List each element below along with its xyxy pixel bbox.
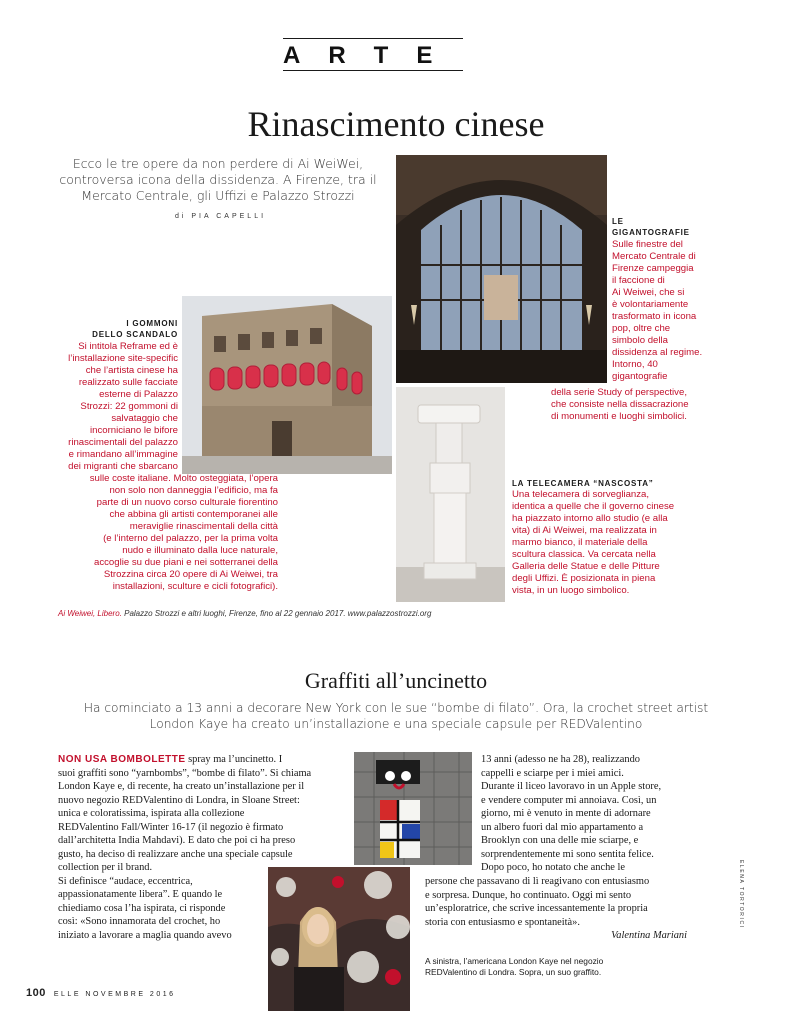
article2-intro-line: London Kaye ha creato un’installazione e una speciale capsule per REDValentino (149, 717, 643, 731)
graffiti-photo (354, 752, 472, 865)
telecamera-line: Galleria delle Statue e delle Pitture (512, 561, 660, 572)
credit-work-title: Ai Weiwei, Libero. (58, 609, 122, 618)
gommoni-line: Si intitola Reframe ed è (78, 341, 178, 352)
article-intro: Ecco le tre opere da non perdere di Ai WeiWei, controversa icona della dissidenza. A Firenze, tra il Mercato Centrale, gli Uffizi e Palazzo Strozzi (59, 156, 377, 203)
article2-line: sorprendentemente mi sono sentita felice. (481, 848, 654, 860)
gommoni-line: Strozzina circa 20 opere di Ai Weiwei, tra (103, 569, 278, 580)
section-title: ARTE (283, 42, 461, 69)
article2-line: unica e coloratissima, ispirata alla collezione (58, 808, 245, 819)
gommoni-heading-line1: I GOMMONI (126, 319, 178, 328)
page-footer (26, 987, 176, 999)
gigantografie-heading (612, 216, 722, 238)
gommoni-line: parte di un nuovo corso culturale fiorentino (96, 497, 278, 508)
gigantografie-line: di monumenti e luoghi simbolici. (551, 411, 687, 422)
gommoni-line: installazioni, sculture e cicli fotografici). (112, 581, 278, 592)
article2-line: un’esploratrice, che scrive incessantemente la propria (425, 903, 648, 914)
mercato-centrale-photo (396, 155, 607, 383)
header-bottom-rule (283, 70, 463, 71)
article2-column2-lower (425, 875, 715, 943)
gigantografie-line: pop, oltre che (612, 323, 671, 334)
article2-title: Graffiti all’uncinetto (304, 668, 488, 693)
article2-lead-rest: spray ma l’uncinetto. I (185, 754, 283, 765)
gigantografie-line: dissidenza al regime. (612, 347, 703, 358)
telecamera-line: Una telecamera di sorveglianza, (512, 489, 650, 500)
gigantografie-line: Intorno, 40 (612, 359, 658, 370)
article2-line: persone che passavano di lì reagivano con entusiasmo (425, 876, 650, 887)
gigantografie-line: della serie Study of perspective, (551, 387, 687, 398)
article2-line: storia con entusiasmo e spontaneità». (425, 916, 580, 928)
article2-caption-line: A sinistra, l’americana London Kaye nel negozio (425, 956, 604, 966)
gommoni-text (40, 341, 278, 593)
gigantografie-line: Mercato Centrale di (612, 251, 696, 262)
byline: di PIA CAPELLI (175, 213, 267, 220)
article2-line: iniziato a lavorare a maglia quando avevo (58, 929, 232, 941)
gommoni-line: (e l’interno del palazzo, per la prima volta (103, 533, 278, 544)
article2-caption-line: REDValentino di Londra. Sopra, un suo graffito. (425, 967, 602, 977)
article2-intro (40, 700, 752, 732)
telecamera-line: marmo bianco, il materiale della (512, 537, 648, 548)
article2-line: così: «Sono innamorata del crochet, ho (58, 916, 221, 927)
gigantografie-text (612, 239, 732, 383)
gommoni-line: accoglie su due piani e nei sotterranei della (93, 557, 278, 568)
article2-line: e sorpresa. Dunque, ho continuato. Oggi mi sento (425, 889, 632, 901)
gigantografie-line: Firenze campeggia (612, 263, 694, 274)
article2-line: collection per il brand. (58, 862, 153, 873)
gommoni-line: e rimandano all’immagine (68, 449, 178, 460)
article2-column1 (58, 753, 348, 942)
telecamera-line: scultura classica. Va cercata nella (512, 549, 656, 560)
telecamera-line: identica a quelle che il governo cinese (512, 501, 675, 512)
gigantografie-line: che consiste nella dissacrazione (551, 399, 689, 410)
photo-credit-line (58, 609, 431, 618)
article2-line: Si definisce “audace, eccentrica, (58, 875, 193, 887)
credit-details: Palazzo Strozzi e altri luoghi, Firenze, fino al 22 gennaio 2017. www.palazzostrozzi.org (121, 609, 432, 618)
article2-lead-line (58, 753, 348, 767)
gigantografie-line: simbolo della (612, 335, 668, 346)
gommoni-line: esterne di Palazzo (99, 389, 178, 400)
gigantografie-line: trasformato in icona (612, 311, 697, 322)
gommoni-line: rinascimentali del palazzo (68, 437, 178, 448)
gommoni-line: Strozzi: 22 gommoni di (80, 401, 178, 412)
gigantografie-heading-line2: GIGANTOGRAFIE (612, 228, 690, 237)
gigantografie-heading-line1: LE (612, 217, 624, 226)
article2-line: REDValentino Fall/Winter 16-17 (il negozio è firmato (58, 821, 284, 833)
article2-line: chiediamo cosa l’ha ispirata, ci risponde (58, 902, 226, 914)
gommoni-line: non solo non danneggia l’edificio, ma fa (109, 485, 278, 496)
article2-line: un albero fuori dal mio appartamento a (481, 821, 644, 833)
page-number: 100 (26, 987, 46, 999)
vertical-photo-credit: ELENA TORTORICI (738, 860, 744, 929)
gommoni-line: dei migranti che sbarcano (68, 461, 178, 472)
gigantografie-line: è volontariamente (612, 299, 689, 310)
article2-author: Valentina Mariani (611, 930, 687, 941)
telecamera-heading: LA TELECAMERA “NASCOSTA” (512, 479, 654, 488)
gommoni-line: meraviglie rinascimentali della città (129, 521, 278, 532)
article2-column2-upper (481, 753, 701, 875)
article-title: Rinascimento cinese (247, 104, 545, 144)
gommoni-heading-line2: DELLO SCANDALO (92, 330, 178, 339)
article2-intro-line: Ha cominciato a 13 anni a decorare New York con le sue “bombe di filato”. Ora, la crochet street artist (83, 701, 709, 715)
gommoni-line: l’installazione site-specific (68, 353, 178, 364)
article2-line: gusto, ha deciso di realizzare anche una speciale capsule (58, 848, 293, 860)
article2-line: London Kaye e, di recente, ha creato un’installazione per il (58, 781, 305, 792)
gigantografie-line: Ai Weiwei, che si (612, 287, 685, 298)
header-top-rule (283, 38, 463, 39)
article2-caption (425, 956, 685, 978)
gommoni-line: nudo e illuminato dalla luce naturale, (122, 545, 278, 556)
gommoni-heading (76, 318, 178, 340)
telecamera-line: vista, in un luogo simbolico. (512, 585, 630, 596)
telecamera-line: ha piazzato intorno allo studio (e alla (512, 513, 668, 524)
telecamera-text (512, 489, 732, 597)
article2-line: cappelli e sciarpe per i miei amici. (481, 767, 624, 779)
gommoni-line: incorniciano le bifore (90, 425, 178, 436)
article2-line: 13 anni (adesso ne ha 28), realizzando (481, 754, 640, 765)
article2-line: appassionatamente libera”. E quando le (58, 889, 223, 900)
gigantografie-text-wide (551, 387, 731, 423)
telecamera-line: degli Uffizi. È posizionata in piena (512, 573, 656, 584)
telecamera-line: vita) di Ai Weiwei, ma realizzata in (512, 525, 657, 536)
gommoni-line: sulle coste italiane. Molto osteggiata, l’opera (89, 473, 278, 484)
article2-line: e vendere computer mi annoiava. Così, un (481, 794, 657, 806)
magazine-issue: ELLE NOVEMBRE 2016 (53, 991, 176, 998)
gommoni-line: salvataggio che (111, 413, 178, 424)
article2-line: Brooklyn con una delle mie sciarpe, e (481, 835, 639, 846)
article2-line: nuovo negozio REDValentino di Londra, in Sloane Street: (58, 794, 300, 806)
gommoni-narrow (40, 341, 178, 473)
gigantografie-line: Sulle finestre del (612, 239, 683, 250)
gommoni-line: che l’artista cinese ha (85, 365, 178, 376)
article2-line: dall’architetta India Mahdavi). E dato che poi ci ha preso (58, 835, 296, 846)
camera-sculpture-photo (396, 387, 505, 602)
article2-line: suoi graffiti sono “yarnbombs”, “bombe di filato”. Si chiama (58, 767, 312, 779)
article2-line: Dopo poco, ho notato che anche le (481, 862, 625, 873)
gigantografie-line: il faccione di (612, 275, 665, 286)
article2-line: giorno, mi è venuto in mente di adornare (481, 808, 651, 819)
gigantografie-line: gigantografie (612, 371, 668, 382)
gommoni-line: che abbina gli artisti contemporanei alle (109, 509, 278, 520)
article2-lead: NON USA BOMBOLETTE (58, 754, 186, 765)
article2-line: Durante il liceo lavoravo in un Apple store, (481, 781, 662, 792)
gommoni-line: realizzato sulle facciate (78, 377, 178, 388)
